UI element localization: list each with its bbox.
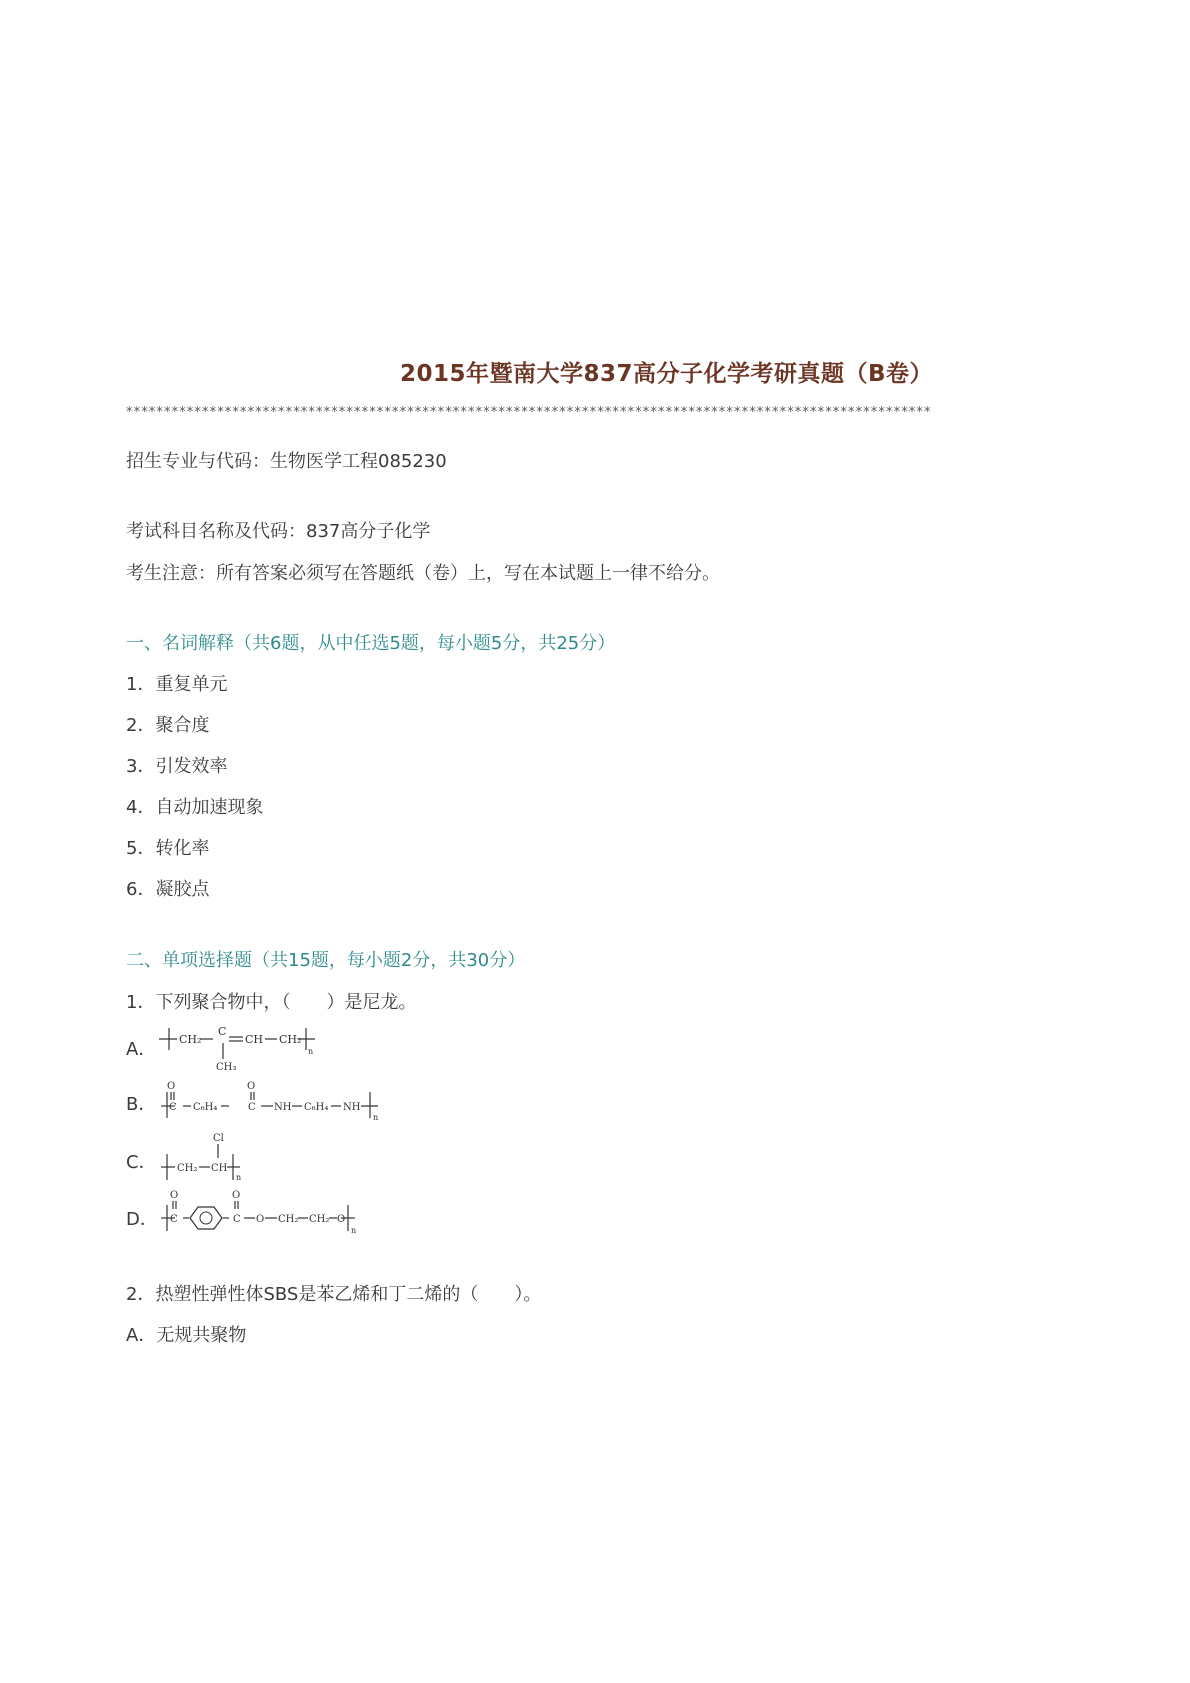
formula-d-o4: O <box>337 1214 346 1225</box>
formula-a-ch2: CH₂ <box>179 1033 202 1046</box>
formula-c-n: n <box>236 1173 242 1182</box>
option-c-label: C． <box>126 1152 157 1173</box>
formula-b-o1: O <box>167 1081 176 1092</box>
term-item: 4．自动加速现象 <box>126 797 264 818</box>
formula-a-n: n <box>308 1047 314 1056</box>
formula-c-ch: CH <box>211 1163 228 1174</box>
subject-info: 考试科目名称及代码：837高分子化学 <box>126 521 431 542</box>
formula-d-c2: C <box>233 1214 241 1225</box>
formula-c-ch2: CH₂ <box>177 1163 198 1174</box>
page-title: 2015年暨南大学837高分子化学考研真题（B卷） <box>400 361 934 387</box>
formula-d <box>155 1183 395 1239</box>
formula-b-c1: C <box>169 1102 177 1113</box>
formula-d-c1: C <box>170 1214 178 1225</box>
major-info: 招生专业与代码：生物医学工程085230 <box>126 451 447 472</box>
term-item: 5．转化率 <box>126 838 210 859</box>
benzene-ring-icon <box>190 1207 222 1229</box>
notice-info: 考生注意：所有答案必须写在答题纸（卷）上，写在本试题上一律不给分。 <box>126 563 720 584</box>
term-item: 1．重复单元 <box>126 674 228 695</box>
formula-b-c6h4a: C₆H₄ <box>193 1102 218 1113</box>
option-d-label: D． <box>126 1209 158 1230</box>
formula-d-o2: O <box>232 1190 241 1201</box>
formula-d-ch2a: CH₂ <box>278 1214 299 1225</box>
formula-a-ch3: CH₃ <box>216 1062 237 1073</box>
term-item: 3．引发效率 <box>126 756 228 777</box>
term-item: 6．凝胶点 <box>126 879 210 900</box>
section2-heading: 二、单项选择题（共15题，每小题2分，共30分） <box>126 950 526 971</box>
option-b-label: B． <box>126 1094 157 1115</box>
question1-stem: 1．下列聚合物中，（ ）是尼龙。 <box>126 992 417 1013</box>
formula-b-c6h4b: C₆H₄ <box>304 1102 329 1113</box>
formula-a-ch: CH <box>245 1033 264 1046</box>
formula-b <box>155 1070 405 1122</box>
formula-d-o1: O <box>170 1190 179 1201</box>
formula-c <box>155 1128 265 1184</box>
option-a-label: A． <box>126 1039 157 1060</box>
formula-b-n: n <box>373 1113 379 1122</box>
formula-b-c2: C <box>248 1102 256 1113</box>
question2-option-a: A．无规共聚物 <box>126 1325 247 1346</box>
section1-heading: 一、名词解释（共6题，从中任选5题，每小题5分，共25分） <box>126 633 616 654</box>
formula-a-ch2b: CH₂ <box>279 1033 302 1046</box>
formula-b-o2: O <box>247 1081 256 1092</box>
formula-c-cl: Cl <box>213 1133 224 1144</box>
formula-a <box>155 1023 335 1073</box>
formula-b-nh1: NH <box>274 1102 292 1113</box>
formula-a-c: C <box>218 1025 227 1038</box>
formula-b-nh2: NH <box>343 1102 361 1113</box>
separator-line: ********************************************************************************************************** <box>126 405 932 420</box>
formula-d-n: n <box>351 1226 357 1235</box>
question2-stem: 2．热塑性弹性体SBS是苯乙烯和丁二烯的（ ）。 <box>126 1284 542 1305</box>
term-item: 2．聚合度 <box>126 715 210 736</box>
formula-d-ch2b: CH₂ <box>309 1214 330 1225</box>
formula-d-o3: O <box>256 1214 265 1225</box>
